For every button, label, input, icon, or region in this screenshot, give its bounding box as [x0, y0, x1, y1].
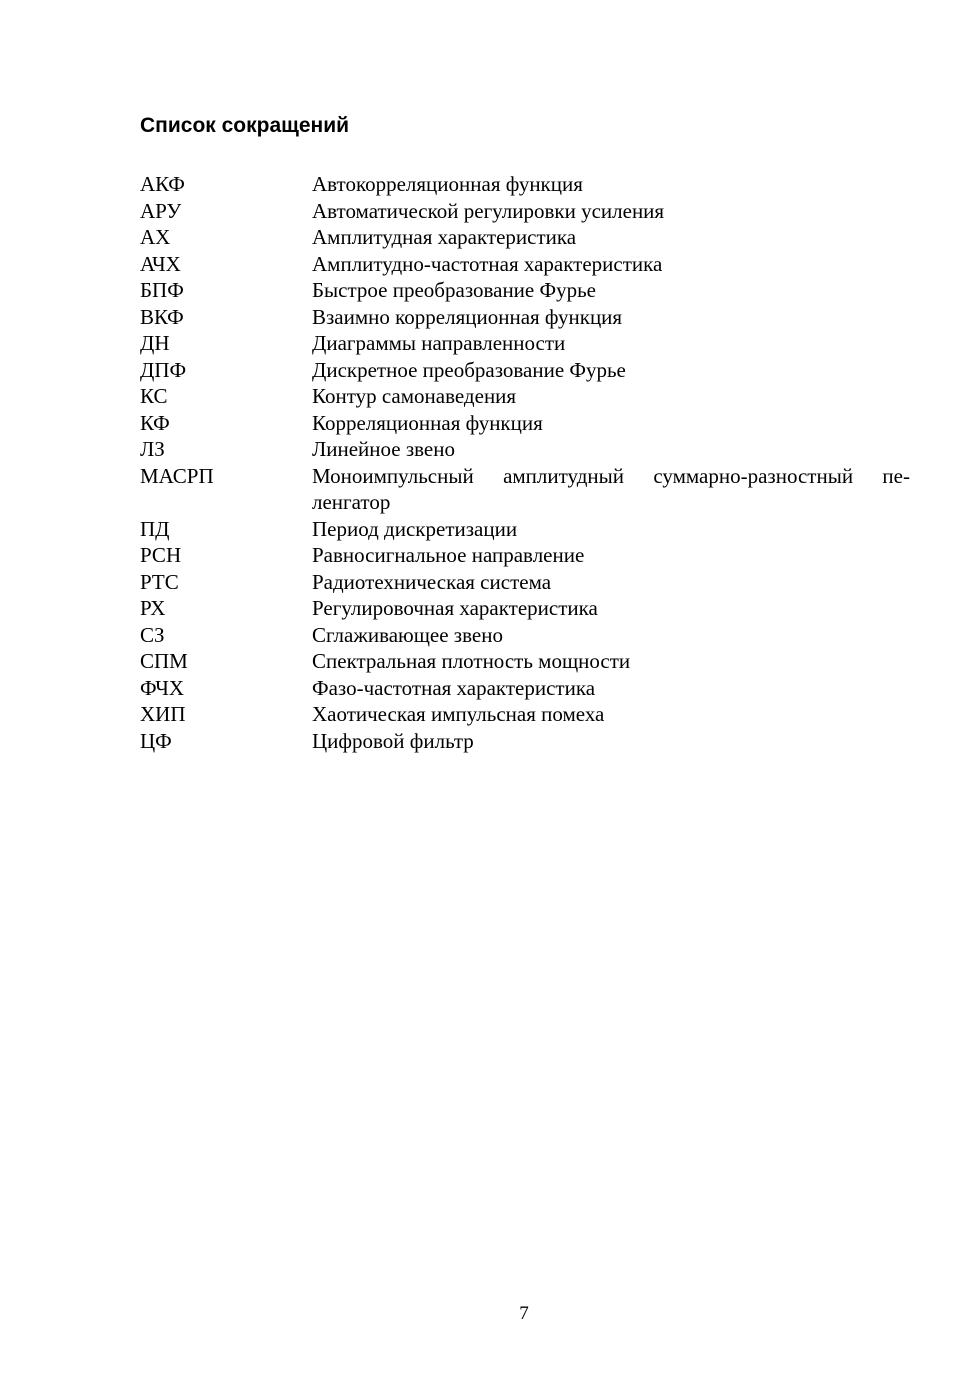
abbreviation-term: РТС	[140, 569, 179, 594]
abbreviation-definition: Регулировочная характеристика	[312, 596, 598, 620]
abbreviation-definition: Быстрое преобразование Фурье	[312, 278, 596, 302]
abbreviation-definition: Линейное звено	[312, 437, 455, 461]
abbreviation-term: ДН	[140, 331, 170, 355]
abbreviation-row	[140, 516, 910, 543]
abbreviation-definition: Контур самонаведения	[312, 384, 517, 408]
abbreviation-row	[140, 330, 910, 357]
abbreviation-definition: Автокорреляционная функция	[312, 172, 583, 196]
abbreviation-row	[140, 357, 910, 384]
abbreviation-definition: Дискретное преобразование Фурье	[312, 357, 626, 382]
abbreviation-list	[140, 171, 910, 754]
abbreviation-term: АХ	[140, 225, 171, 249]
abbreviation-row	[140, 224, 910, 251]
abbreviation-definition: Моноимпульсный амплитудный суммарно-разностный пе-ленгатор	[312, 463, 910, 514]
abbreviation-term: ПД	[140, 516, 170, 541]
abbreviation-term: АЧХ	[140, 251, 181, 276]
abbreviation-row	[140, 251, 910, 278]
abbreviation-definition: Период дискретизации	[312, 516, 518, 541]
abbreviation-row	[140, 436, 910, 463]
abbreviation-definition: Хаотическая импульсная помеха	[312, 702, 605, 726]
abbreviation-row	[140, 569, 910, 596]
abbreviation-term: РСН	[140, 543, 182, 567]
abbreviation-row	[140, 595, 910, 622]
abbreviation-row	[140, 304, 910, 331]
abbreviation-term: СПМ	[140, 649, 188, 673]
abbreviation-row	[140, 277, 910, 304]
abbreviation-row	[140, 171, 910, 198]
abbreviation-definition: Амплитудная характеристика	[312, 225, 577, 249]
abbreviation-term: РХ	[140, 596, 166, 620]
abbreviation-row	[140, 198, 910, 225]
abbreviation-definition: Корреляционная функция	[312, 410, 543, 435]
abbreviation-definition: Фазо-частотная характеристика	[312, 675, 596, 700]
abbreviation-row	[140, 383, 910, 410]
abbreviation-row	[140, 648, 910, 675]
abbreviation-row	[140, 410, 910, 437]
abbreviation-term: ДПФ	[140, 357, 187, 382]
abbreviation-term: СЗ	[140, 622, 165, 647]
abbreviation-term: ФЧХ	[140, 675, 185, 700]
abbreviation-definition: Взаимно корреляционная функция	[312, 304, 623, 329]
abbreviation-term: ВКФ	[140, 304, 184, 329]
abbreviation-row	[140, 463, 910, 516]
abbreviation-row	[140, 728, 910, 755]
abbreviation-term: БПФ	[140, 278, 184, 302]
abbreviation-term: АРУ	[140, 198, 182, 223]
abbreviation-term: ЦФ	[140, 728, 172, 753]
abbreviation-row	[140, 542, 910, 569]
abbreviation-row	[140, 701, 910, 728]
abbreviation-definition: Радиотехническая система	[312, 569, 552, 594]
abbreviation-definition: Спектральная плотность мощности	[312, 649, 631, 673]
abbreviation-term: ХИП	[140, 702, 186, 726]
abbreviation-definition: Диаграммы направленности	[312, 331, 566, 355]
abbreviation-row	[140, 675, 910, 702]
abbreviation-term: КС	[140, 384, 168, 408]
abbreviation-definition: Амплитудно-частотная характеристика	[312, 251, 663, 276]
abbreviation-term: ЛЗ	[140, 437, 165, 461]
abbreviation-definition: Равносигнальное направление	[312, 543, 585, 567]
abbreviation-term: КФ	[140, 410, 170, 435]
abbreviation-definition: Автоматической регулировки усиления	[312, 198, 665, 223]
abbreviation-term: АКФ	[140, 172, 185, 196]
abbreviation-definition: Цифровой фильтр	[312, 728, 474, 753]
page-number: 7	[519, 1303, 529, 1324]
abbreviation-row	[140, 622, 910, 649]
abbreviation-term: МАСРП	[140, 463, 214, 488]
abbreviation-definition: Сглаживающее звено	[312, 622, 503, 647]
page-title: Список сокращений	[140, 114, 350, 137]
